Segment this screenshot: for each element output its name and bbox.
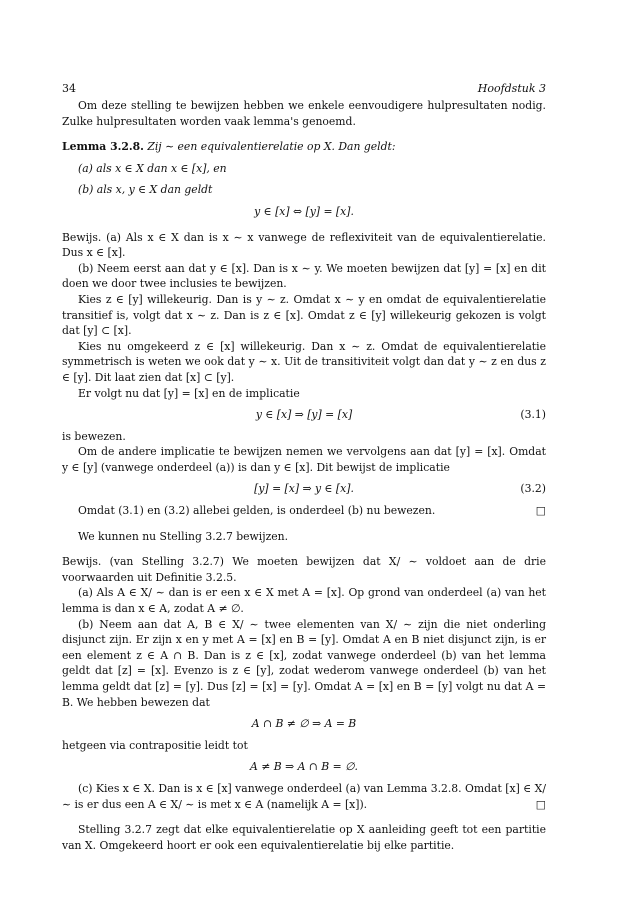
proof1-p2: (b) Neem eerst aan dat y ∈ [x]. Dan is x ∼ y. We moeten bewijzen dat [y] = [x] en dit doen we door twee inclusies te bewijzen. bbox=[62, 261, 546, 291]
proof1-p4: Kies nu omgekeerd z ∈ [x] willekeurig. Dan x ∼ z. Omdat de equivalentierelatie symmetrisch is weten we ook dat y ∼ x. Uit de transitiviteit volgt dan dat y ∼ z en dus z ∈ [y]. Dit laat zien dat [x] ⊂ [y]. bbox=[62, 339, 546, 384]
equation-tag: (3.2) bbox=[520, 482, 546, 496]
proof2-p1: Bewijs. (van Stelling 3.2.7) We moeten bewijzen dat X/ ∼ voldoet aan de drie voorwaarden uit Definitie 3.2.5. bbox=[62, 555, 546, 584]
proof2-p2: (a) Als A ∈ X/ ∼ dan is er een x ∈ X met A = [x]. Op grond van onderdeel (a) van het lemma is dan x ∈ A, zodat A ≠ ∅. bbox=[62, 586, 546, 616]
equation-tag: (3.1) bbox=[520, 408, 546, 422]
qed-symbol: □ bbox=[535, 797, 546, 811]
lemma-item-a: (a) als x ∈ X dan x ∈ [x], en bbox=[78, 161, 227, 175]
lemma-label: Lemma 3.2.8. bbox=[62, 140, 144, 154]
proof1-p8: Omdat (3.1) en (3.2) allebei gelden, is onderdeel (b) nu bewezen. □ bbox=[78, 504, 546, 518]
equation-3-2: [y] = [x] ⇒ y ∈ [x]. (3.2) bbox=[254, 482, 546, 496]
lemma bbox=[62, 139, 546, 155]
proof1-p5: Er volgt nu dat [y] = [x] en de implicatie bbox=[78, 386, 300, 400]
closing-paragraph: Stelling 3.2.7 zegt dat elke equivalentierelatie op X aanleiding geeft tot een partitie van X. Omgekeerd hoort er ook een equivalentierelatie bij elke partitie. bbox=[62, 823, 546, 852]
proof1-p1: Bewijs. (a) Als x ∈ X dan is x ∼ x vanwege de reflexiviteit van de equivalentierelatie. Dus x ∈ [x]. bbox=[62, 230, 546, 260]
proof1-p7: Om de andere implicatie te bewijzen nemen we vervolgens aan dat [y] = [x]. Omdat y ∈ [y] (vanwege onderdeel (a)) is dan y ∈ [x]. Dit bewijst de implicatie bbox=[62, 445, 546, 474]
qed-symbol: □ bbox=[535, 504, 546, 518]
proof2-p4: hetgeen via contrapositie leidt tot bbox=[62, 738, 248, 752]
proof1-p6: is bewezen. bbox=[62, 429, 126, 443]
lemma-statement: Zij ∼ een equivalentierelatie op X. Dan geldt: bbox=[147, 140, 396, 154]
proof2-equation-1: A ∩ B ≠ ∅ ⇒ A = B bbox=[251, 717, 357, 731]
equation-3-1: y ∈ [x] ⇒ [y] = [x] (3.1) bbox=[255, 408, 546, 422]
proof2-equation-2: A ≠ B ⇒ A ∩ B = ∅. bbox=[250, 760, 358, 774]
page bbox=[62, 70, 546, 860]
proof2-p5: (c) Kies x ∈ X. Dan is x ∈ [x] vanwege onderdeel (a) van Lemma 3.2.8. Omdat [x] ∈ X/ ∼ is er dus een A ∈ X/ ∼ is met x ∈ A (namelijk A = [x]). □ bbox=[62, 781, 546, 811]
chapter-title: Hoofdstuk 3 bbox=[477, 82, 546, 95]
page-number: 34 bbox=[62, 82, 76, 95]
proof2-p3: (b) Neem aan dat A, B ∈ X/ ∼ twee elementen van X/ ∼ zijn die niet onderling disjunct zijn. Er zijn x en y met A = [x] en B = [y]. Omdat A en B niet disjunct zijn, is er een element z ∈ A ∩ B. Dan is z ∈ [x], zodat vanwege onderdeel (b) van het lemma geldt dat [z] = [x]. Evenzo is z ∈ [y], zodat wederom vanwege onderdeel (b) van het lemma geldt dat [z] = [y]. Dus [z] = [x] = [y]. Omdat A = [x] en B = [y] volgt nu dat A = B. We hebben bewezen dat bbox=[62, 617, 546, 709]
lemma-item-b: (b) als x, y ∈ X dan geldt bbox=[78, 183, 213, 197]
lemma-equation: y ∈ [x] ⇔ [y] = [x]. bbox=[254, 204, 354, 218]
transition-paragraph: We kunnen nu Stelling 3.2.7 bewijzen. bbox=[78, 529, 289, 543]
text-body bbox=[62, 98, 546, 853]
proof1-p3: Kies z ∈ [y] willekeurig. Dan is y ∼ z. Omdat x ∼ y en omdat de equivalentierelatie transitief is, volgt dat x ∼ z. Dan is z ∈ [x]. Omdat z ∈ [y] willekeurig gekozen is volgt dat [y] ⊂ [x]. bbox=[62, 292, 546, 338]
intro-paragraph: Om deze stelling te bewijzen hebben we enkele eenvoudigere hulpresultaten nodig. Zulke hulpresultaten worden vaak lemma's genoemd. bbox=[62, 99, 546, 128]
